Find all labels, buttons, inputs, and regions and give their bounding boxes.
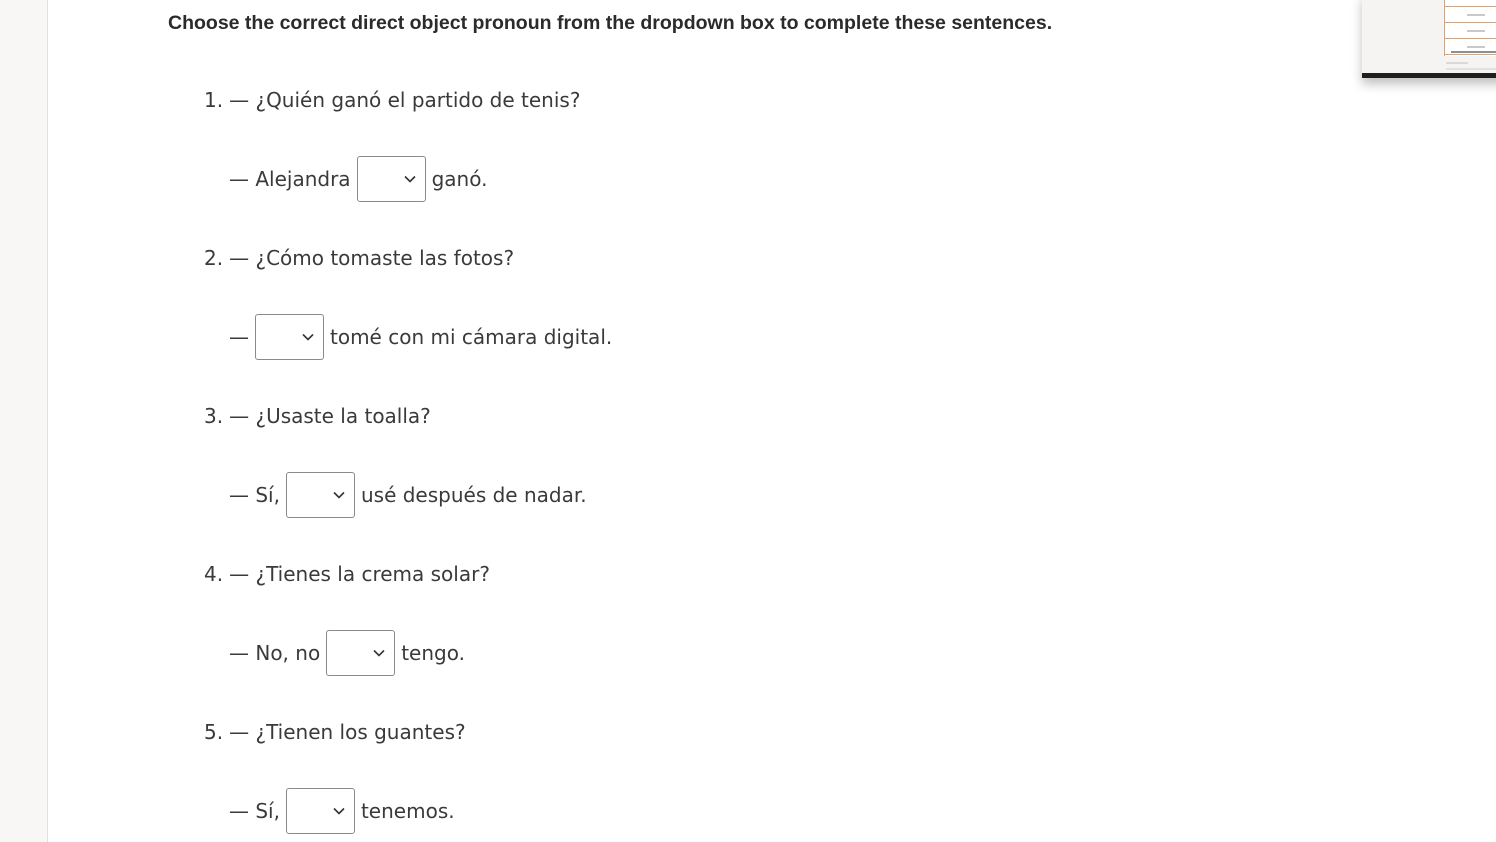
answer-after: tomé con mi cámara digital. xyxy=(330,325,613,349)
answer-before: — Sí, xyxy=(229,483,280,507)
answer-1 xyxy=(229,155,487,203)
question-prompt: — ¿Quién ganó el partido de tenis? xyxy=(229,88,581,112)
pronoun-dropdown-5[interactable] xyxy=(286,788,355,834)
question-4 xyxy=(204,550,490,598)
chevron-down-icon xyxy=(301,330,315,344)
question-prompt: — ¿Usaste la toalla? xyxy=(229,404,431,428)
question-1 xyxy=(204,76,580,124)
question-number: 4. xyxy=(204,562,224,586)
question-prompt: — ¿Tienes la crema solar? xyxy=(229,562,490,586)
answer-4 xyxy=(229,629,465,677)
question-prompt: — ¿Tienen los guantes? xyxy=(229,720,466,744)
chevron-down-icon xyxy=(403,172,417,186)
pronoun-dropdown-1[interactable] xyxy=(357,156,426,202)
question-number: 5. xyxy=(204,720,224,744)
chevron-down-icon xyxy=(332,804,346,818)
answer-before: — No, no xyxy=(229,641,321,665)
pronoun-dropdown-3[interactable] xyxy=(286,472,355,518)
question-5 xyxy=(204,708,466,756)
pronoun-dropdown-2[interactable] xyxy=(255,314,324,360)
screenshot-thumbnail[interactable] xyxy=(1362,0,1496,78)
answer-after: tengo. xyxy=(401,641,465,665)
answer-after: usé después de nadar. xyxy=(360,483,587,507)
answer-after: tenemos. xyxy=(360,799,455,823)
answer-before: — Sí, xyxy=(229,799,280,823)
pronoun-dropdown-4[interactable] xyxy=(326,630,395,676)
question-prompt: — ¿Cómo tomaste las fotos? xyxy=(229,246,515,270)
thumbnail-page-preview xyxy=(1444,0,1496,56)
answer-5 xyxy=(229,787,455,835)
question-3 xyxy=(204,392,431,440)
instructions: Choose the correct direct object pronoun from the dropdown box to complete these sentences. xyxy=(168,12,1053,34)
answer-2 xyxy=(229,313,612,361)
question-number: 1. xyxy=(204,88,224,112)
left-gutter xyxy=(0,0,48,842)
chevron-down-icon xyxy=(332,488,346,502)
question-number: 3. xyxy=(204,404,224,428)
answer-before: — Alejandra xyxy=(229,167,351,191)
question-2 xyxy=(204,234,514,282)
answer-after: ganó. xyxy=(431,167,488,191)
question-number: 2. xyxy=(204,246,224,270)
answer-3 xyxy=(229,471,587,519)
answer-before: — xyxy=(229,325,249,349)
chevron-down-icon xyxy=(372,646,386,660)
